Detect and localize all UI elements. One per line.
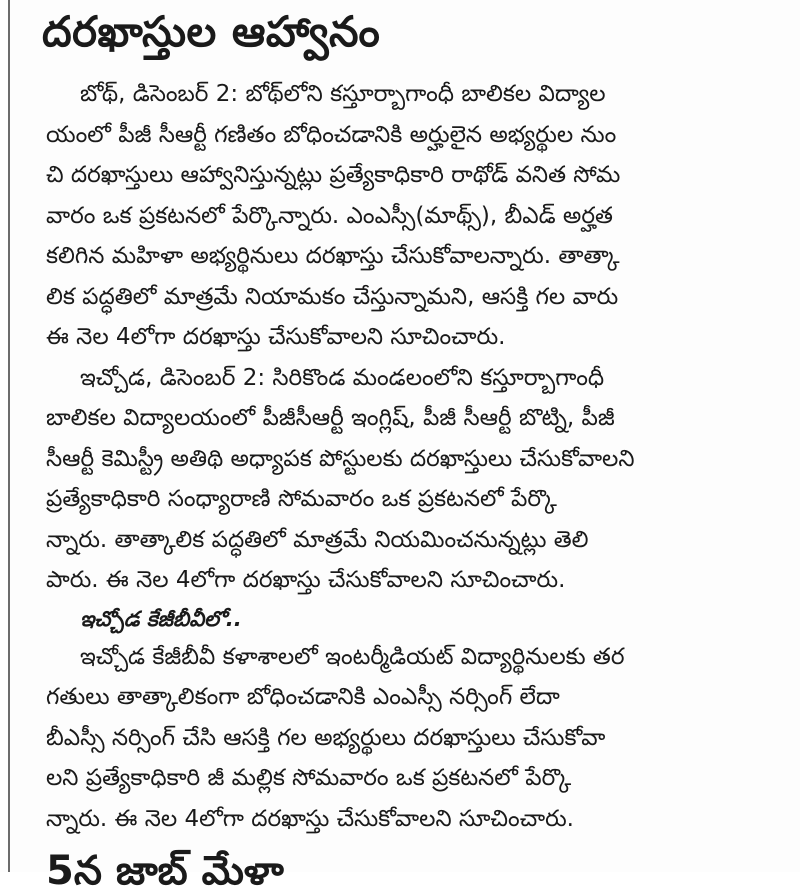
section-subhead: ఇచ్చోడ కేజీబీవీలో.. [80,606,242,631]
paragraph3-line: న్నారు. ఈ నెల 4లోగా దరఖాస్తు చేసుకోవాలని సూచించారు. [46,805,574,832]
paragraph2-line: న్నారు. తాత్కాలిక పద్ధతిలో మాత్రమే నియమించనున్నట్లు తెలి [46,526,589,553]
article-body [46,74,751,839]
paragraph1-line: కలిగిన మహిళా అభ్యర్థినులు దరఖాస్తు చేసుకోవాలన్నారు. తాత్కా [46,243,620,269]
paragraph2-line: ప్రత్యేకాధికారి సంధ్యారాణి సోమవారం ఒక ప్రకటనలో పేర్కొ [46,486,557,512]
paragraph3-line: లని ప్రత్యేకాధికారి జీ మల్లిక సోమవారం ఒక ప్రకటనలో పేర్కొ [46,765,572,791]
paragraph3-line: గతులు తాత్కాలికంగా బోధించడానికి ఎంఎస్సీ నర్సింగ్‌ లేదా [46,684,560,710]
paragraph1-line: బోథ్‌, డిసెంబర్‌ 2: బోథ్‌లోని కస్తూర్బాగాంధీ బాలికల విద్యాల [80,81,606,107]
paragraph2-line: పారు. ఈ నెల 4లోగా దరఖాస్తు చేసుకోవాలని సూచించారు. [46,567,566,593]
paragraph2-line: ఇచ్చోడ, డిసెంబర్‌ 2: సిరికొండ మండలంలోని కస్తూర్బాగాంధీ [80,364,605,391]
paragraph1-line: ఈ నెల 4లోగా దరఖాస్తు చేసుకోవాలని సూచించారు. [46,324,506,350]
paragraph3-line: ఇచ్చోడ కేజీబీవీ కళాశాలలో ఇంటర్మీడియట్‌ విద్యార్థినులకు తర [80,643,625,670]
column-divider [8,0,10,872]
paragraph1-line: వారం ఒక ప్రకటనలో పేర్కొన్నారు. ఎంఎస్సీ(మాథ్స్‌), బీఎడ్‌ అర్హత [46,202,613,229]
article-headline: దరఖాస్తుల ఆహ్వానం [42,7,381,56]
paragraph2-line: సీఆర్టీ కెమిస్ట్రీ అతిథి అధ్యాపక పోస్టులకు దరఖాస్తులు చేసుకోవాలని [46,445,635,472]
paragraph1-line: యంలో పీజీ సీఆర్టీ గణితం బోధించడానికి అర్హులైన అభ్యర్థుల నుం [46,121,617,148]
paragraph1-line: లిక పద్ధతిలో మాత్రమే నియామకం చేస్తున్నామని, ఆసక్తి గల వారు [46,283,619,310]
paragraph1-line: చి దరఖాస్తులు ఆహ్వానిస్తున్నట్లు ప్రత్యేకాధికారి రాథోడ్‌ వనిత సోమ [46,162,621,188]
paragraph3-line: బీఎస్సీ నర్సింగ్‌ చేసి ఆసక్తి గల అభ్యర్థులు దరఖాస్తులు చేసుకోవా [46,724,606,751]
paragraph2-line: బాలికల విద్యాలయంలో పీజీసీఆర్టీ ఇంగ్లిష్‌, పీజీ సీఆర్టీ బొట్ని, పీజీ [46,405,615,431]
next-article-headline: 5న జాబ్‌ మేళా [46,848,284,894]
